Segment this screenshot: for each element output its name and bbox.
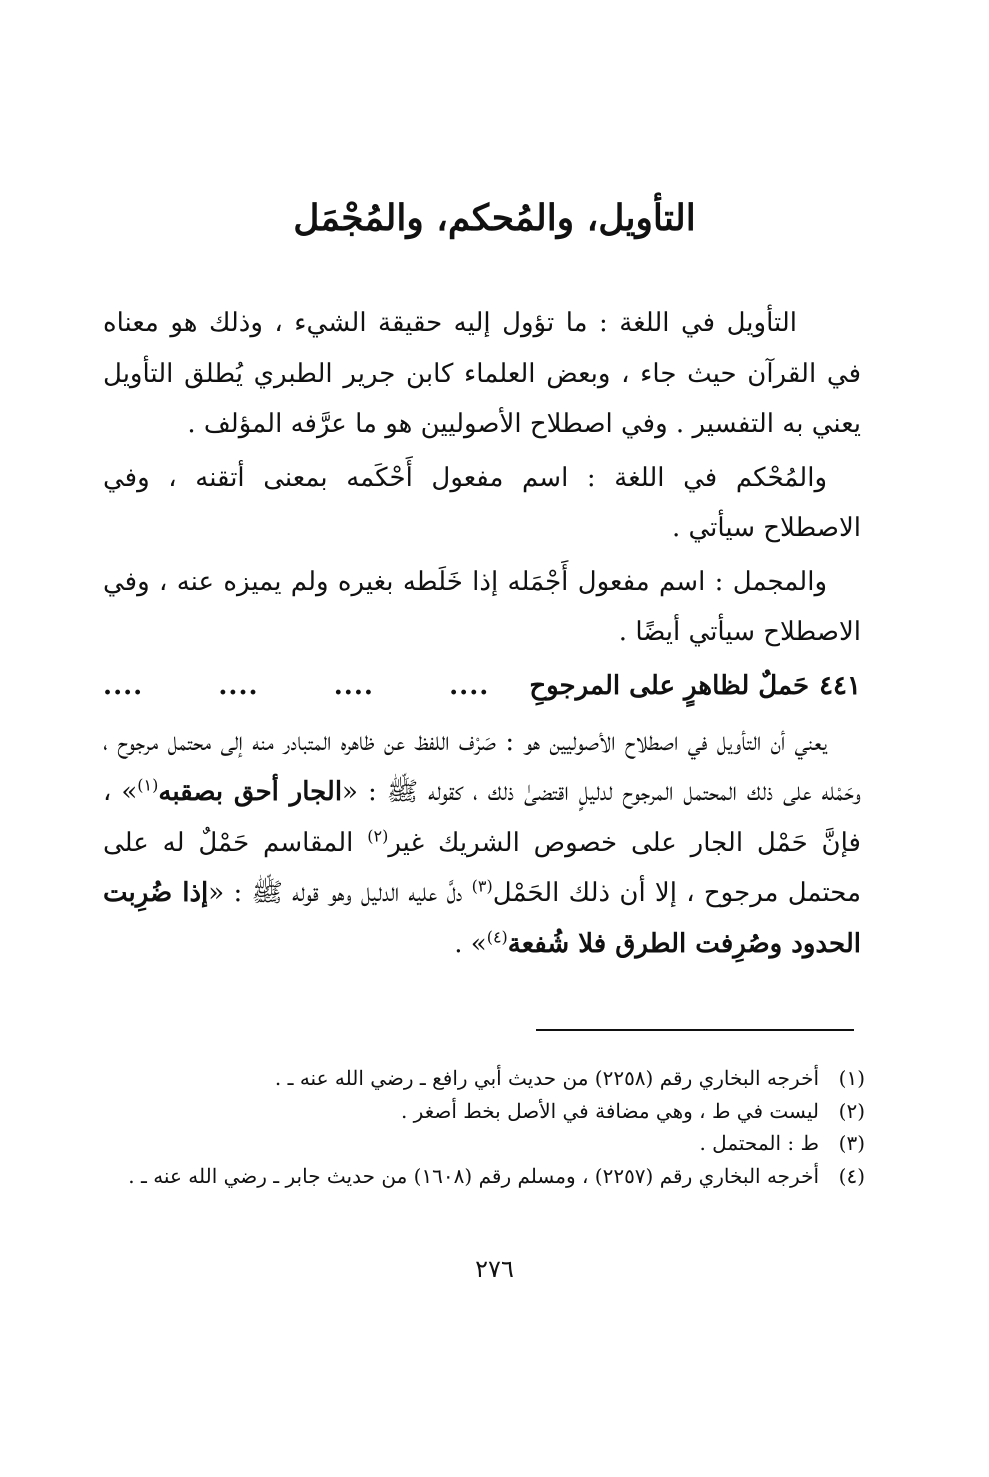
commentary-part-3: المقاسم حَمْلٌ له على محتمل مرجوح ، إلا أن ذلك الحَمْل bbox=[103, 827, 862, 908]
commentary-part-1: يعني أن التأويل في اصطلاح الأصوليين هو : صَرْف اللفظ عن ظاهره المتبادر منه إلى محتمل مرجوح ، وحَمْله على ذلك المحتمل المرجوح لدليلٍ اقتضىٰ ذلك ، كقوله ﷺ : « bbox=[103, 726, 861, 807]
commentary-part-4: دلَّ عليه الدليل وهو قوله ﷺ : « bbox=[208, 878, 472, 908]
footnotes-block bbox=[103, 1062, 865, 1192]
verse-line bbox=[103, 661, 861, 713]
footnote-number: (٣) bbox=[838, 1131, 865, 1155]
paragraph-tawil: التأويل في اللغة : ما تؤول إليه حقيقة الشيء ، وذلك هو معناه في القرآن حيث جاء ، وبعض العلماء كابن جرير الطبري يُطلق التأويل يعني به التفسير . وفي اصطلاح الأصوليين هو ما عرَّفه المؤلف . bbox=[103, 308, 861, 439]
hadith-quote-2: إذا ضُرِبت الحدود وصُرِفت الطرق فلا شُفعة bbox=[103, 878, 861, 959]
footnote-3 bbox=[103, 1127, 865, 1160]
paragraph-muhkam: والمُحْكم في اللغة : اسم مفعول أَحْكَمه بمعنى أتقنه ، وفي الاصطلاح سيأتي . bbox=[103, 462, 861, 543]
footnote-number: (٤) bbox=[838, 1163, 865, 1188]
footnote-2 bbox=[103, 1095, 865, 1128]
footnote-separator bbox=[536, 1029, 854, 1031]
verse-number: ٤٤١ bbox=[819, 671, 861, 702]
verse-ellipsis bbox=[103, 661, 489, 712]
ellipsis-1: .... bbox=[449, 671, 490, 702]
footnote-number: (٢) bbox=[838, 1098, 865, 1123]
footnote-ref-1[interactable]: (١) bbox=[137, 775, 159, 795]
main-text bbox=[103, 298, 861, 972]
ellipsis-2: .... bbox=[333, 671, 374, 702]
footnote-ref-2[interactable]: (٢) bbox=[367, 825, 389, 845]
footnote-text: أخرجه البخاري رقم (٢٢٥٧) ، ومسلم رقم (١٦٠٨) من حديث جابر ـ رضي الله عنه ـ . bbox=[128, 1163, 819, 1188]
paragraph-mujmal: والمجمل : اسم مفعول أَجْمَله إذا خَلَطه بغيره ولم يميزه عنه ، وفي الاصطلاح سيأتي أيضًا . bbox=[103, 566, 861, 647]
footnote-text: أخرجه البخاري رقم (٢٢٥٨) من حديث أبي رافع ـ رضي الله عنه ـ . bbox=[274, 1066, 819, 1090]
footnote-text: ليست في ط ، وهي مضافة في الأصل بخط أصغر . bbox=[400, 1098, 819, 1123]
ellipsis-4: .... bbox=[103, 671, 144, 702]
page-number: ٢٧٦ bbox=[475, 1255, 514, 1283]
hadith-quote-1: الجار أحق بصقبه bbox=[158, 777, 343, 807]
footnote-ref-4[interactable]: (٤) bbox=[486, 926, 508, 946]
footnote-1 bbox=[103, 1062, 865, 1095]
ellipsis-3: .... bbox=[218, 671, 259, 702]
commentary-part-2: » ، فإنَّ حَمْل الجار على خصوص الشريك غير bbox=[103, 777, 861, 858]
footnote-ref-3[interactable]: (٣) bbox=[471, 876, 493, 896]
footnote-number: (١) bbox=[838, 1066, 865, 1090]
footnote-4 bbox=[103, 1160, 865, 1193]
verse-text: حَملٌ لظاهرٍ على المرجوحِ bbox=[529, 671, 810, 702]
footnote-text: ط : المحتمل . bbox=[699, 1131, 819, 1155]
section-title: التأويل، والمُحكم، والمُجْمَل bbox=[293, 197, 696, 239]
commentary-part-5: » . bbox=[454, 928, 487, 959]
paragraph-commentary bbox=[103, 717, 861, 970]
